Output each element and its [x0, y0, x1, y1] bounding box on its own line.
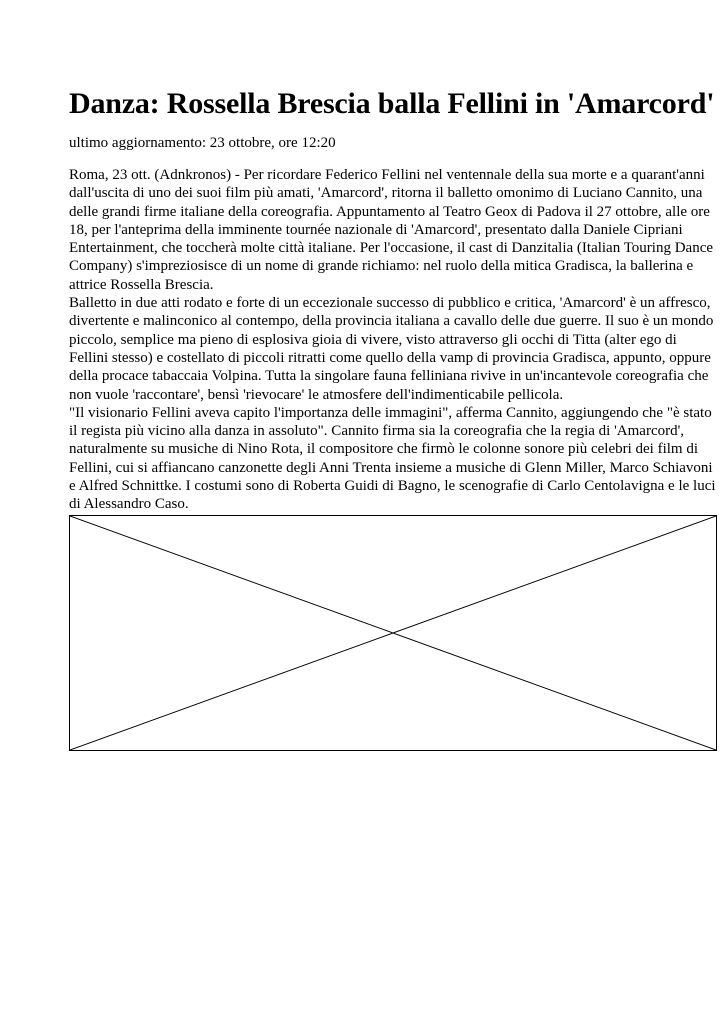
article-body	[69, 166, 719, 514]
article-paragraph: "Il visionario Fellini aveva capito l'importanza delle immagini", afferma Cannito, aggiungendo che "è stato il regista più vicino alla danza in assoluto". Cannito firma sia la coreografia che la regia di 'Amarcord', naturalmente su musiche di Nino Rota, il compositore che firmò le colonne sonore più celebri dei film di Fellini, cui si affiancano canzonette degli Anni Trenta insieme a musiche di Glenn Miller, Marco Schiavoni e Alfred Schnittke. I costumi sono di Roberta Guidi di Bagno, le scenografie di Carlo Centolavigna e le luci di Alessandro Caso.	[69, 404, 716, 513]
article-paragraph: Balletto in due atti rodato e forte di un eccezionale successo di pubblico e critica, 'Amarcord' è un affresco, divertente e malinconico al contempo, della provincia italiana a cavallo delle due guerre. Il suo è un mondo piccolo, semplice ma pieno di esplosiva gioia di vivere, visto attraverso gli occhi di Titta (alter ego di Fellini stesso) e costellato di piccoli ritratti come quello della vamp di provincia Gradisca, appunto, oppure della procace tabaccaia Volpina. Tutta la singolare fauna felliniana rivive in un'incantevole coreografia che non vuole 'raccontare', bensì 'rievocare' le atmosfere dell'indimenticabile pellicola.	[69, 295, 714, 403]
last-updated: ultimo aggiornamento: 23 ottobre, ore 12:20	[69, 135, 336, 151]
article-paragraph: Roma, 23 ott. (Adnkronos) - Per ricordare Federico Fellini nel ventennale della sua morte e a quarant'anni dall'uscita di uno dei suoi film più amati, 'Amarcord', ritorna il balletto omonimo di Luciano Cannito, una delle grandi firme italiane della coreografia. Appuntamento al Teatro Geox di Padova il 27 ottobre, alle ore 18, per l'anteprima della imminente tournée nazionale di 'Amarcord', presentato dalla Daniele Cipriani Entertainment, che toccherà molte città italiane. Per l'occasione, il cast di Danzitalia (Italian Touring Dance Company) s'impreziosisce di un nome di grande richiamo: nel ruolo della mitica Gradisca, la ballerina e attrice Rossella Brescia.	[69, 167, 714, 293]
image-placeholder	[69, 515, 717, 751]
article	[69, 86, 719, 751]
article-title: Danza: Rossella Brescia balla Fellini in 'Amarcord'	[69, 87, 715, 120]
missing-image-icon	[70, 516, 716, 750]
